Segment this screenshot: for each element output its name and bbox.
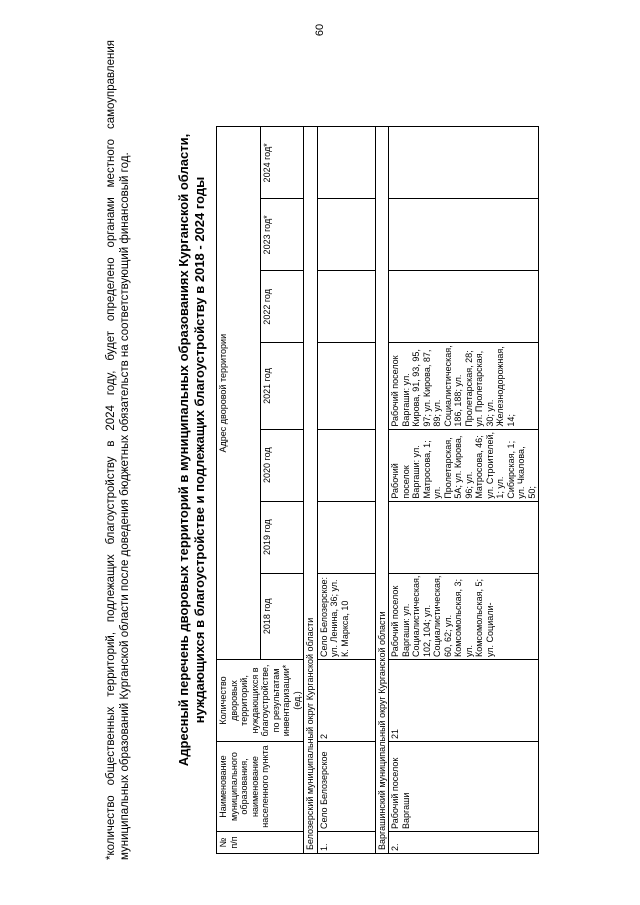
cell-2019 (317, 501, 375, 573)
section-title: Белозерский муниципальный округ Курганской области (304, 127, 318, 854)
cell-count: 2 (317, 660, 375, 742)
header-year: 2019 год (260, 501, 304, 573)
cell-2021 (317, 343, 375, 429)
table-row (389, 127, 539, 854)
cell-2022 (389, 271, 539, 343)
table-row (317, 127, 375, 854)
header-year: 2020 год (260, 429, 304, 501)
cell-2023 (389, 199, 539, 271)
header-num: № п/п (217, 832, 304, 854)
header-year: 2022 год (260, 271, 304, 343)
cell-2018: Село Белозерское: ул. Ленина, 36; ул. К. Маркса, 10 (317, 573, 375, 659)
cell-name: Село Белозерское (317, 742, 375, 832)
cell-2024 (389, 127, 539, 199)
cell-2022 (317, 271, 375, 343)
address-table (216, 126, 539, 854)
section-row (375, 127, 389, 854)
cell-2020: Рабочий поселок Варгаши: ул. Матросова, 1; ул. Пролетарская, 5А; ул. Кирова, 96; ул. Матросова, 46; ул. Строителей, 1; ул. Сибирская, 1; ул. Чкалова, 50; (389, 429, 539, 501)
header-count: Количество дворовых территорий, нуждающихся в благоустройстве, по результатам инвентаризации* (ед.) (217, 660, 304, 742)
footnote: *количество общественных территорий, подлежащих благоустройству в 2024 году, будет определено органами местного самоуправления муниципальных образований Курганской области после доведения бюджетных обязательств на соответствующий финансовый год. (105, 40, 131, 860)
cell-2020 (317, 429, 375, 501)
document-title: Адресный перечень дворовых территорий в муниципальных образованиях Курганской области, нуждающихся в благоустройстве и подлежащих благоустройству в 2018 - 2024 годы (176, 133, 207, 767)
cell-num: 1. (317, 832, 375, 854)
header-row-1 (217, 127, 261, 854)
cell-count: 21 (389, 660, 539, 742)
header-name: Наименование муниципального образования, наименование населенного пункта (217, 742, 304, 832)
section-title: Варгашинский муниципальный округ Курганской области (375, 127, 389, 854)
cell-name: Рабочий поселок Варгаши (389, 742, 539, 832)
header-year: 2024 год* (260, 127, 304, 199)
cell-num: 2. (389, 832, 539, 854)
cell-2018: Рабочий поселок Варгаши: ул. Социалистическая, 102, 104; ул. Социалистическая, 60, 62; ул. Комсомольская, 3; ул. Комсомольская, 5; ул. Социали- (389, 573, 539, 659)
cell-2021: Рабочий поселок Варгаши: ул. Кирова, 91, 93, 95, 97; ул. Кирова, 87, 89; ул. Социалистическая, 186, 188; ул. Пролетарская, 28; ул. Пролетарская, 30; ул. Железнодорожная, 14; (389, 343, 539, 429)
page-number: 60 (314, 23, 326, 37)
header-year: 2023 год* (260, 199, 304, 271)
cell-2023 (317, 199, 375, 271)
rotated-page (104, 30, 620, 860)
header-year: 2018 год (260, 573, 304, 659)
header-year: 2021 год (260, 343, 304, 429)
section-row (304, 127, 318, 854)
header-address-group: Адрес дворовой территории (217, 127, 261, 660)
cell-2024 (317, 127, 375, 199)
cell-2019 (389, 501, 539, 573)
